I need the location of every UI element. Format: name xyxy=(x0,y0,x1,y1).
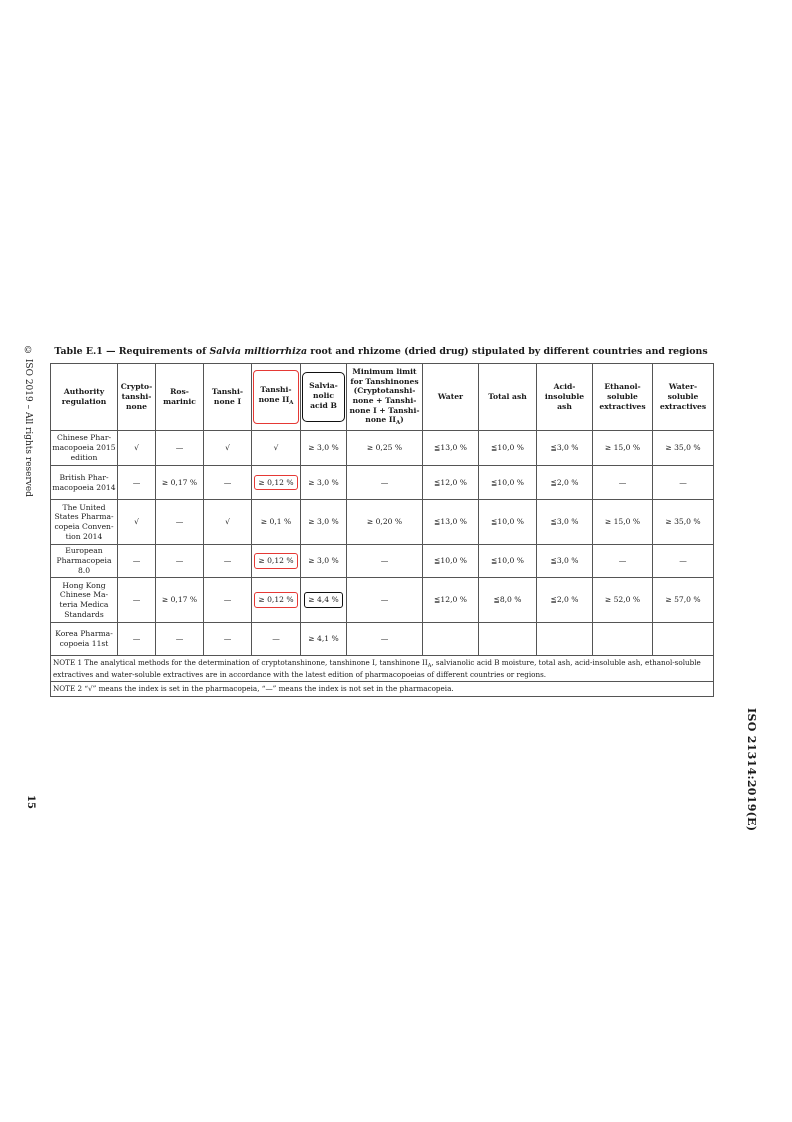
table-cell: — xyxy=(593,466,653,500)
table-cell: ≦12,0 % xyxy=(423,466,479,500)
table-cell: ≥ 0,25 % xyxy=(347,431,423,466)
caption-suffix: root and rhizome (dried drug) stipulated by different countries and regions xyxy=(307,346,708,357)
table-cell xyxy=(537,623,593,656)
table-cell: √ xyxy=(204,500,252,545)
table-cell: ≥ 52,0 % xyxy=(593,578,653,623)
requirements-table xyxy=(50,363,714,697)
authority-cell: European Pharmacopeia 8.0 xyxy=(51,545,118,578)
table-cell: ≥ 4,1 % xyxy=(301,623,347,656)
header-cell: Minimum limit for Tanshinones (Cryptotanshi- none + Tanshi- none I + Tanshi- none $II_A$) xyxy=(347,364,423,431)
authority-cell: Hong Kong Chinese Ma- teria Medica Standards xyxy=(51,578,118,623)
table-cell: ≥ 0,20 % xyxy=(347,500,423,545)
page-number: 15 xyxy=(25,795,36,809)
table-cell: ≦12,0 % xyxy=(423,578,479,623)
table-cell: ≦8,0 % xyxy=(479,578,537,623)
black-annotation-box: ≥ 4,4 % xyxy=(304,592,342,608)
table-cell: — xyxy=(347,545,423,578)
header-cell: Water- soluble extractives xyxy=(653,364,714,431)
table-cell: √ xyxy=(252,431,301,466)
red-annotation-box: ≥ 0,12 % xyxy=(254,592,297,608)
table-cell: — xyxy=(118,578,156,623)
table-cell: — xyxy=(156,623,204,656)
table-cell: ≦3,0 % xyxy=(537,545,593,578)
table-row xyxy=(51,500,714,545)
table-cell: ≦3,0 % xyxy=(537,431,593,466)
table-cell xyxy=(423,623,479,656)
table-cell: ≥ 15,0 % xyxy=(593,500,653,545)
header-cell: Total ash xyxy=(479,364,537,431)
table-cell: — xyxy=(653,466,714,500)
table-cell: — xyxy=(204,545,252,578)
table-cell: ≥ 3,0 % xyxy=(301,466,347,500)
standard-id-sidebar: ISO 21314:2019(E) xyxy=(745,708,758,832)
table-cell: ≦13,0 % xyxy=(423,431,479,466)
table-cell: — xyxy=(118,623,156,656)
table-cell: — xyxy=(252,623,301,656)
table-cell: ≥ 15,0 % xyxy=(593,431,653,466)
table-cell: — xyxy=(118,545,156,578)
red-annotation-box: ≥ 0,12 % xyxy=(254,553,297,569)
caption-prefix: Table E.1 — Requirements of xyxy=(54,346,210,357)
table-cell: ≦3,0 % xyxy=(537,500,593,545)
table-cell: ≦2,0 % xyxy=(537,578,593,623)
table-row xyxy=(51,466,714,500)
table-cell: — xyxy=(593,545,653,578)
table-cell: — xyxy=(118,466,156,500)
header-cell: Tanshi- none I xyxy=(204,364,252,431)
table-cell xyxy=(593,623,653,656)
table-cell: ≥ 0,1 % xyxy=(252,500,301,545)
table-note-2: NOTE 2 “√” means the index is set in the pharmacopeia, “—” means the index is not set in the pharmacopeia. xyxy=(51,682,714,697)
header-cell: Crypto- tanshi- none xyxy=(118,364,156,431)
note-row xyxy=(51,656,714,682)
table-cell: ≦10,0 % xyxy=(423,545,479,578)
header-row xyxy=(51,364,714,431)
table-cell: ≦13,0 % xyxy=(423,500,479,545)
header-cell: Authority regulation xyxy=(51,364,118,431)
table-cell: — xyxy=(204,623,252,656)
table-cell: ≦10,0 % xyxy=(479,431,537,466)
header-cell: Ros- marinic xyxy=(156,364,204,431)
table-note-1: NOTE 1 The analytical methods for the determination of cryptotanshinone, tanshinone I, tanshinone $II_A$, salvianolic acid B moisture, total ash, acid-insoluble ash, ethanol-soluble extractives and water-soluble extractives are in accordance with the latest edition of pharmacopoeias of different countries or regions. xyxy=(51,656,714,682)
table-row xyxy=(51,545,714,578)
header-cell xyxy=(252,364,301,431)
header-cell: Acid- insoluble ash xyxy=(537,364,593,431)
table-cell xyxy=(252,545,301,578)
table-cell: — xyxy=(653,545,714,578)
red-annotation-box: ≥ 0,12 % xyxy=(254,475,297,491)
black-annotation-header: Salvia- nolic acid B xyxy=(302,372,345,421)
table-cell: — xyxy=(204,466,252,500)
table-cell: — xyxy=(347,466,423,500)
table-cell: ≥ 35,0 % xyxy=(653,431,714,466)
table-cell: ≥ 3,0 % xyxy=(301,431,347,466)
note-row xyxy=(51,682,714,697)
header-cell: Ethanol- soluble extractives xyxy=(593,364,653,431)
table-cell: — xyxy=(347,578,423,623)
authority-cell: The United States Pharma- copeia Conven- tion 2014 xyxy=(51,500,118,545)
table-cell xyxy=(252,578,301,623)
table-row xyxy=(51,578,714,623)
table-cell xyxy=(479,623,537,656)
table-caption xyxy=(50,346,712,357)
table-cell: — xyxy=(156,545,204,578)
table-cell: — xyxy=(204,578,252,623)
table-cell: √ xyxy=(118,431,156,466)
table-cell: ≦2,0 % xyxy=(537,466,593,500)
table-cell: — xyxy=(347,623,423,656)
table-cell: ≥ 57,0 % xyxy=(653,578,714,623)
table-cell: ≦10,0 % xyxy=(479,500,537,545)
table-cell: ≥ 3,0 % xyxy=(301,545,347,578)
authority-cell: Korea Pharma- copoeia 11st xyxy=(51,623,118,656)
red-annotation-header: Tanshi- none $II_A$ xyxy=(253,370,299,424)
table-cell: √ xyxy=(118,500,156,545)
authority-cell: Chinese Phar- macopoeia 2015 edition xyxy=(51,431,118,466)
table-cell: — xyxy=(156,431,204,466)
table-cell: ≥ 35,0 % xyxy=(653,500,714,545)
table-cell xyxy=(252,466,301,500)
table-cell: ≥ 0,17 % xyxy=(156,466,204,500)
header-cell: Water xyxy=(423,364,479,431)
table-cell: ≦10,0 % xyxy=(479,466,537,500)
table-cell: ≦10,0 % xyxy=(479,545,537,578)
table-cell: √ xyxy=(204,431,252,466)
header-cell xyxy=(301,364,347,431)
caption-species: Salvia miltiorrhiza xyxy=(209,346,308,357)
table-cell xyxy=(653,623,714,656)
table-cell: — xyxy=(156,500,204,545)
table-cell xyxy=(301,578,347,623)
authority-cell: British Phar- macopoeia 2014 xyxy=(51,466,118,500)
table-cell: ≥ 3,0 % xyxy=(301,500,347,545)
table-row xyxy=(51,623,714,656)
table-row xyxy=(51,431,714,466)
copyright-sidebar: © ISO 2019 – All rights reserved xyxy=(23,346,33,497)
table-cell: ≥ 0,17 % xyxy=(156,578,204,623)
